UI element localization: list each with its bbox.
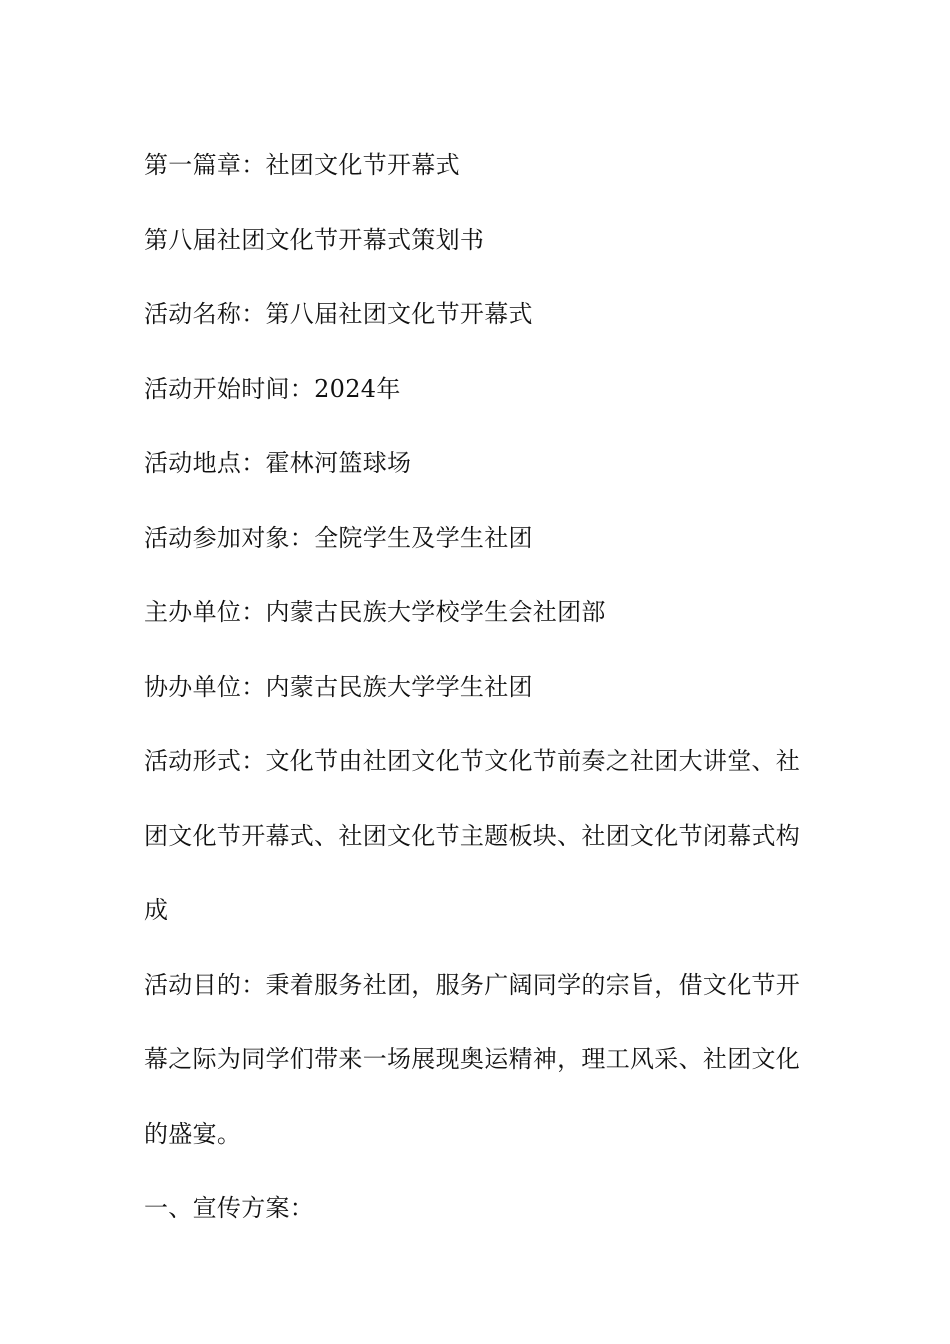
chapter-title: 第一篇章：社团文化节开幕式 xyxy=(144,151,460,179)
co-organizer: 协办单位：内蒙古民族大学学生社团 xyxy=(144,672,533,701)
activity-purpose: 活动目的：秉着服务社团，服务广阔同学的宗旨，借文化节开幕之际为同学们带来一场展现奥运精神，理工风采、社团文化的盛宴。 xyxy=(144,970,801,1148)
section-heading-publicity: 一、宣传方案： xyxy=(144,1194,315,1222)
activity-start-time: 活动开始时间：2024年 xyxy=(144,374,401,403)
activity-format: 活动形式：文化节由社团文化节文化节前奏之社团大讲堂、社团文化节开幕式、社团文化节主题板块、社团文化节闭幕式构成 xyxy=(144,747,801,924)
plan-title: 第八届社团文化节开幕式策划书 xyxy=(144,225,485,254)
document-page xyxy=(144,128,809,1246)
activity-name: 活动名称：第八届社团文化节开幕式 xyxy=(144,300,533,328)
activity-location: 活动地点：霍林河篮球场 xyxy=(144,449,412,477)
activity-participants: 活动参加对象：全院学生及学生社团 xyxy=(144,523,533,552)
organizer: 主办单位：内蒙古民族大学校学生会社团部 xyxy=(144,598,606,626)
